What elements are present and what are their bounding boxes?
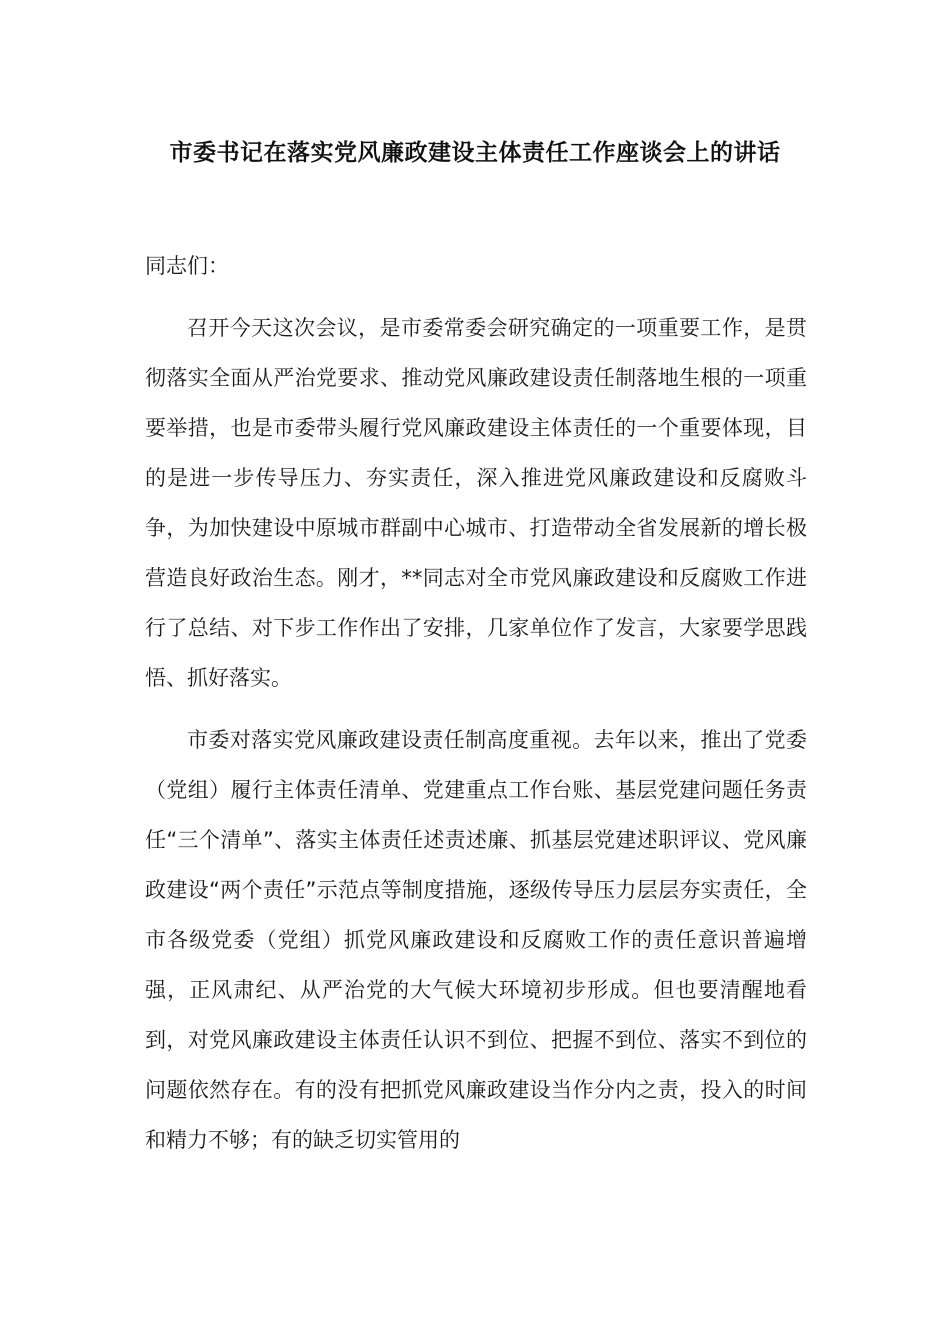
paragraph-2: 市委对落实党风廉政建设责任制高度重视。去年以来，推出了党委（党组）履行主体责任清单、党建重点工作台账、基层党建问题任务责任“三个清单”、落实主体责任述责述廉、抓基层党建述职评议、党风廉政建设“两个责任”示范点等制度措施，逐级传导压力层层夯实责任，全市各级党委（党组）抓党风廉政建设和反腐败工作的责任意识普遍增强，正风肃纪、从严治党的大气候大环境初步形成。但也要清醒地看到，对党风廉政建设主体责任认识不到位、把握不到位、落实不到位的问题依然存在。有的没有把抓党风廉政建设当作分内之责，投入的时间和精力不够；有的缺乏切实管用的 [145,728,807,1152]
document-body [145,241,807,1177]
salutation: 同志们： [145,254,229,278]
document-title: 市委书记在落实党风廉政建设主体责任工作座谈会上的讲话 [169,140,781,166]
paragraph-1: 召开今天这次会议，是市委常委会研究确定的一项重要工作，是贯彻落实全面从严治党要求、推动党风廉政建设责任制落地生根的一项重要举措，也是市委带头履行党风廉政建设主体责任的一个重要体现，目的是进一步传导压力、夯实责任，深入推进党风廉政建设和反腐败斗争，为加快建设中原城市群副中心城市、打造带动全省发展新的增长极营造良好政治生态。刚才，**同志对全市党风廉政建设和反腐败工作进行了总结、对下步工作作出了安排，几家单位作了发言，大家要学思践悟、抓好落实。 [145,316,807,690]
